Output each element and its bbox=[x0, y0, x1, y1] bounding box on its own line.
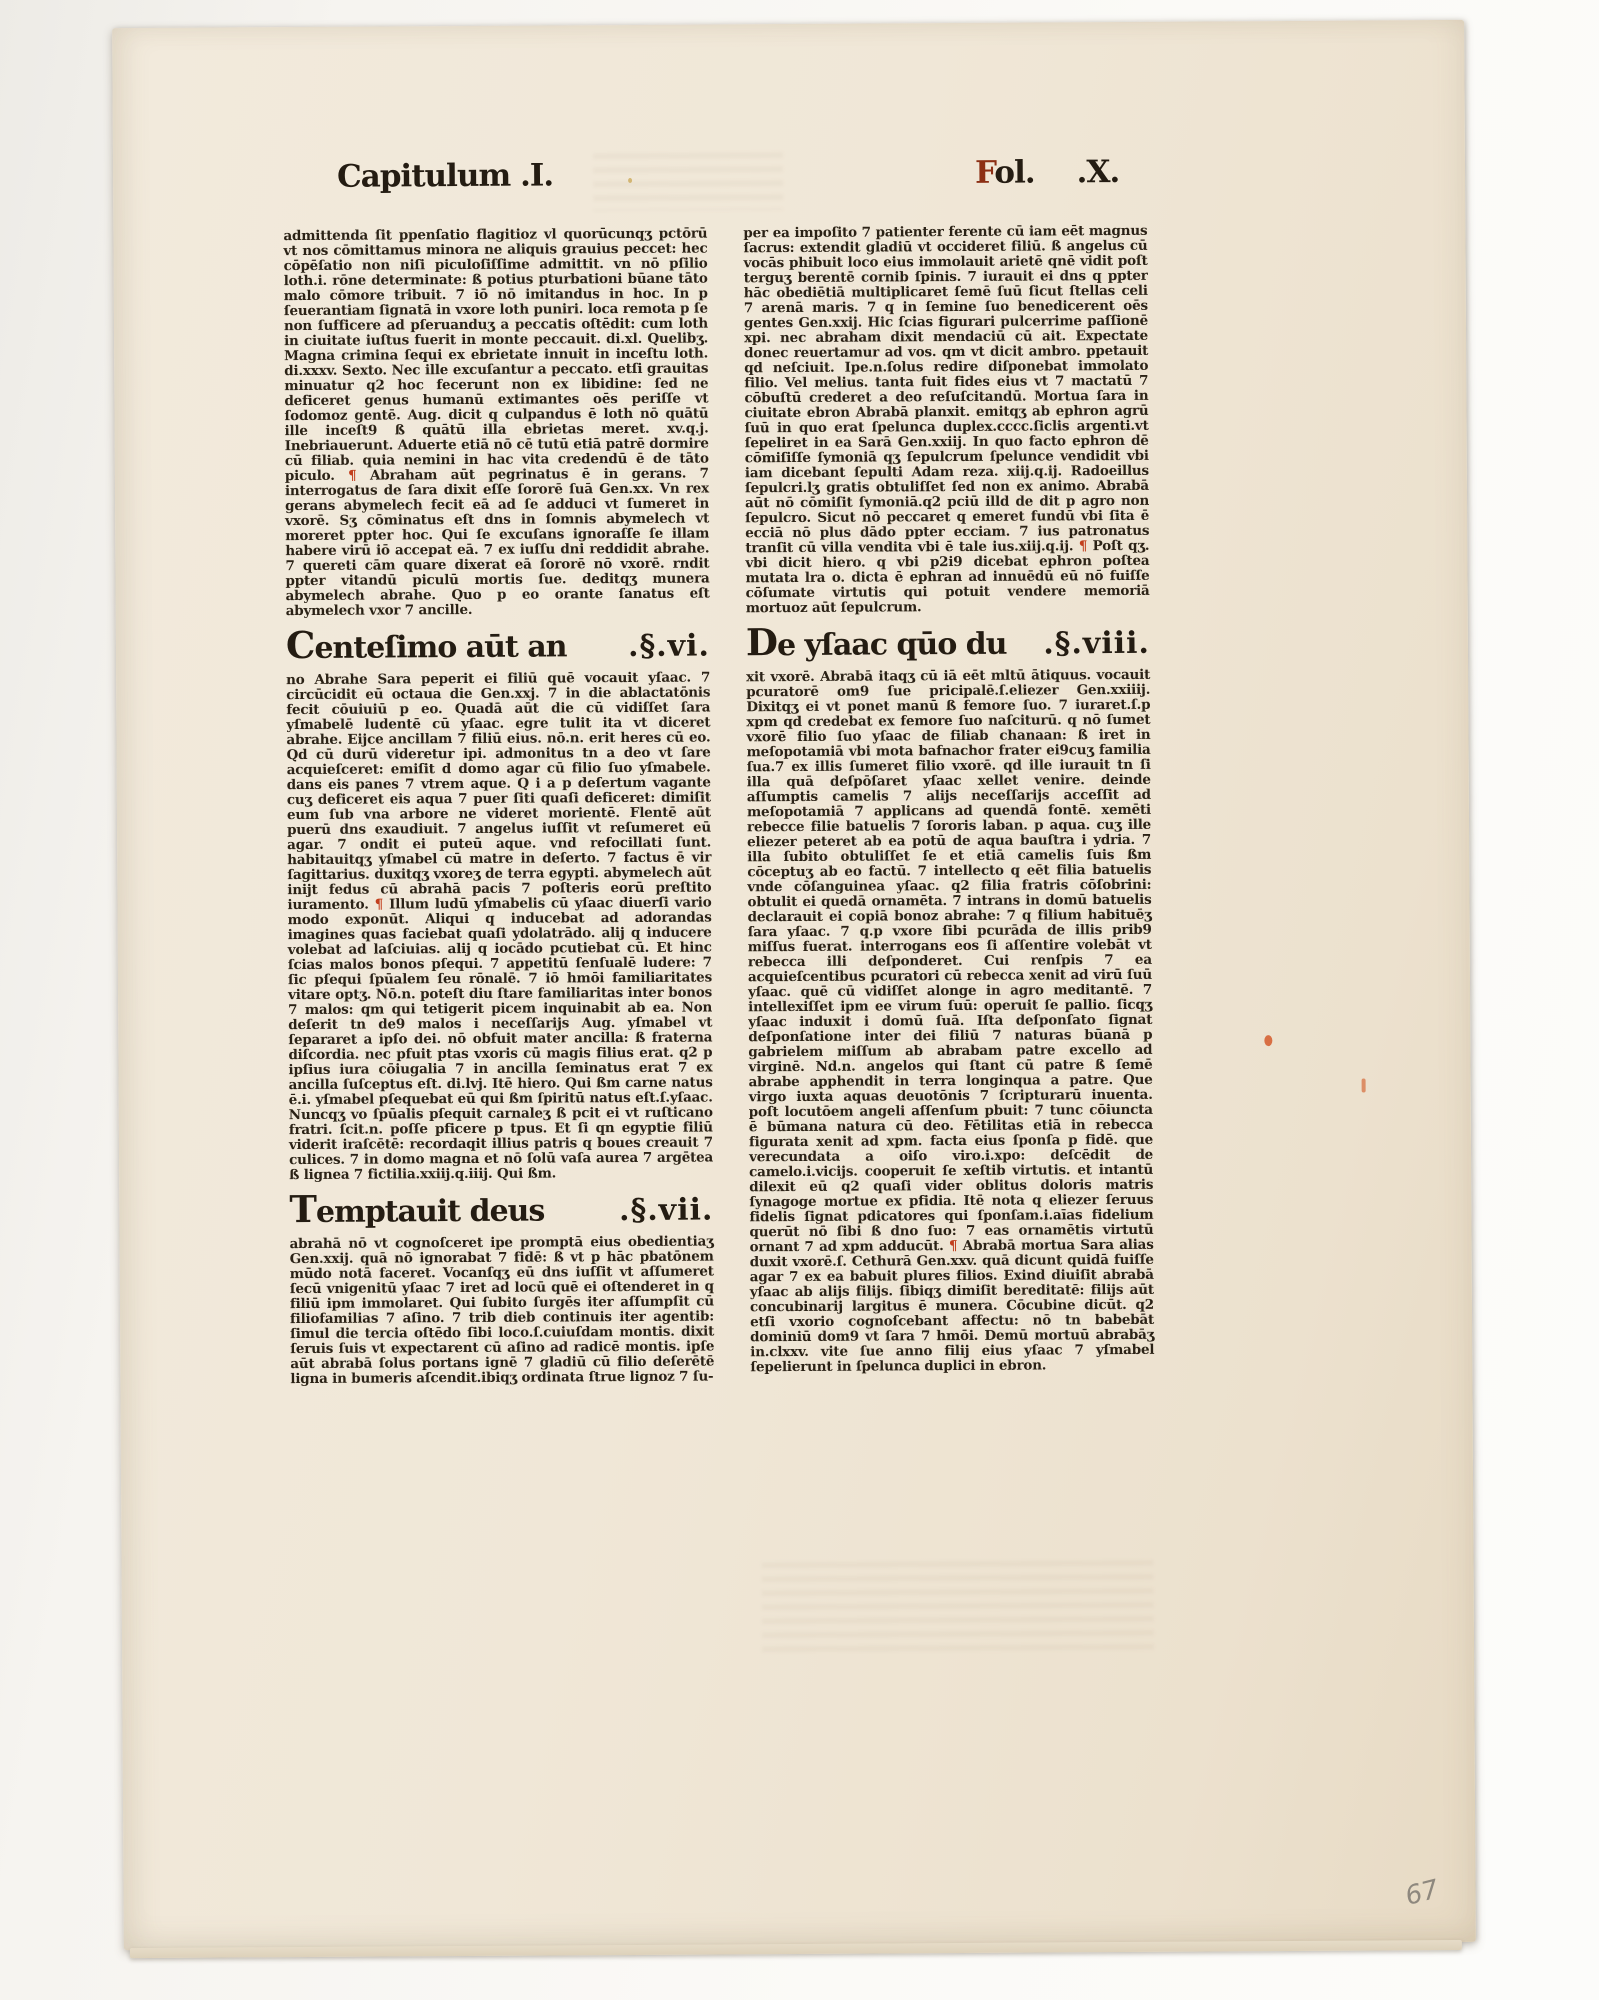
folio-header bbox=[975, 153, 1265, 191]
ink-stain bbox=[1362, 1079, 1366, 1093]
section-heading bbox=[745, 620, 1151, 665]
pilcrow-rubric: ¶ bbox=[1078, 538, 1088, 555]
paragraph: per ea impoſito 7 patienter ferente cū iam eēt magnus ſacrus: extendit gladiū vt occideret filiū. ß angelus cū vocās phibuit loco eius immolauit arietē qnē vidit poſt terguʒ berentē cornib ſpinis. 7 iurauit ei dns q ppter hāc obediētiā multiplicaret ſemē ſuū ſicut ſtellas celi 7 arenā maris. 7 q in ſemine ſuo benedicerent oēs gentes Gen.xxij. Hic ſcias figurari pulcerrime paſſionē xpi. nec abraham dixit mendaciū cū ait. Expectate donec reuertamur ad vos. qm vt dicit ambro. ppetauit qd neſciuit. Ipe.n.ſolus redire diſponebat immolato filio. Vel melius. tanta fuit fides eius vt 7 mactatū 7 cōbuſtū crederet a deo reſuſcitandū. Mortua ſara in ciuitate ebron Abrabā planxit. emitqʒ ab ephron agrū ſuū in quo erat ſpelunca duplex.cccc.ſiclis argenti.vt ſepeliret in ea Sarā Gen.xxiij. In quo facto ephron dē cōmiſiſſe ſymoniā qʒ ſepulcrum ſpelunce vendidit vbi iam dicebant ſepulti Adam reza. xiij.q.ij. Radoeillus ſepulcri.lʒ gratis obtuliſſet ſed non ex animo. Abrabā aūt nō cōmiſit ſymoniā.q2 pciū illd de dit p agro non ſepulcro. Sicut nō peccaret q emeret fundū vbi ſita ē ecciā nō plus dādo ppter ecciam. 7 ius patronatus tranſit cū villa vendita vbi ē tale ius.xiij.q.ij. ¶ Poſt qʒ. vbi dicit hiero. q vbi p2i9 dicebat ephron poſtea mutata lra o. dicta ē ephran ad innuēdū eū nō fuiſſe cōſumate virtutis qui potuit vendere memoriā mortuoz aūt ſepulcrum. bbox=[743, 222, 1150, 617]
section-heading-title: De yſaac qūo du bbox=[745, 620, 1007, 665]
pilcrow-rubric: ¶ bbox=[348, 467, 357, 484]
text-column-right bbox=[743, 224, 1154, 1375]
pilcrow-rubric: ¶ bbox=[374, 896, 384, 913]
folio-annotation-handwritten: 67 bbox=[1402, 1874, 1442, 1912]
show-through-text bbox=[593, 152, 783, 211]
show-through-text bbox=[762, 1560, 1155, 1658]
section-heading-number: .§.viii. bbox=[1043, 625, 1151, 662]
folio-number: .X. bbox=[1076, 153, 1120, 191]
paragraph: abrahā nō vt cognoſceret ipe promptā eius obedientiaʒ Gen.xxij. quā nō ignorabat 7 fidē: ß vt p hāc pbatōnem mūdo notā faceret. Vocanſqʒ eū dns iuſſit vt aſſumeret ſecū vnigenitū yſaac 7 iret ad locū quē ei oſtenderet in q filiū ipm immolaret. Qui ſubito ſurgēs iter aſſumpſit cū filiofamilias 7 aſino. 7 trib dieb continuis iter agentib: ſimul die tercia oſtēdo ſibi loco.ſ.cuiuſdam montis. dixit ſeruis ſuis vt expectarent cū aſino ad radicē montis. ipſe aūt abrabā ſolus portans ignē 7 gladiū cū filio deſerētē ligna in bumeris aſcendit.ibiqʒ ordinata ſtrue lignoz 7 ſu- bbox=[289, 1233, 715, 1388]
section-heading bbox=[289, 1186, 714, 1232]
ink-stain bbox=[628, 178, 632, 183]
pilcrow-rubric: ¶ bbox=[948, 1238, 958, 1255]
section-heading-title: Centeſimo aūt an bbox=[285, 622, 567, 668]
section-heading-number: .§.vi. bbox=[627, 628, 711, 665]
paragraph: xit vxorē. Abrabā itaqʒ cū iā eēt mltū ātiquus. vocauit pcuratorē om9 ſue pricipalē.ſ.eliezer Gen.xxiiij. Dixitqʒ ei vt ponet manū ß femore ſuo. 7 iuraret.ſ.p xpm qd credebat ex femore ſuo naſciturū. q nō ſumet vxorē filio ſuo yſaac de filiab chanaan: ß iret in meſopotamiā vbi mota bafnachor frater ei9cuʒ familia ſua.7 ex illis ſumeret filio vxorē. qd ille iurauit tn ſi illa quā deſpōſaret yſaac xellet venire. deinde aſſumptis camelis 7 alijs neceſſarijs acceſſit ad meſopotamiā 7 applicans ad quendā fontē. xemēti rebecce filie batuelis 7 ſororis laban. p aqua. cuʒ ille eliezer peteret ab ea potū de aqua bauſtra i ydria. 7 illa ſubito obtuliſſet ſe et etiā camelis ſuis ßm cōceptuʒ ab eo factū. 7 intellecto q eēt filia batuelis vnde cōſanguinea yſaac. q2 filia fratris cōſobrini: obtulit ei quedā ornamēta. 7 intrans in domū batuelis declarauit ei copiā bonoz abrahe: 7 q filium habituēʒ ſara yſaac. 7 q.p vxore ſibi pcurāda de illis prib9 miſſus fuerat. interrogans eos ſi aſſentire volebāt vt rebecca illi deſponderet. Cui renſpis 7 ea acquieſcentibus pcuratori cū rebecca xenit ad virū ſuū yſaac. quē cū vidiſſet alonge in agro meditantē. 7 intellexiſſet ipm ee virum ſuū: operuit ſe pallio. ſicqʒ yſaac induxit i domū ſuā. Iſta deſponſato ſignat deſponſatione inter dei filiū 7 naturas būanā p gabrielem miſſum ab abrabam patre excello ad virginē. Nd.n. angelos qui ſtant cū patre ß ſemē abrabe apphendit in terra longinqua a patre. Que virgo iuxta aquas deuotōnis 7 ſcripturarū inuenta. poſt locutōem angeli aſſenſum pbuit: 7 tunc cōiuncta ē būmana natura cū deo. Fētilitas etiā in rebecca figurata xenit ad xpm. facta eius ſponſa p fidē. que verecundata a oiſo viro.i.xpo: deſcēdit de camelo.i.vicijs. cooperuit ſe xeſtib virtutis. et intantū dilexit eū q2 quaſi vider oblitus doloris matris ſynagoge mortue ex pfidia. Itē nota q eliezer ſeruus fidelis ſignat pdicatores qui ſponſam.i.aīas fidelium querūt nō ſibi ß dno ſuo: 7 eas ornamētis virtutū ornant 7 ad xpm adducūt. ¶ Abrabā mortua Sara alias duxit vxorē.ſ. Cethurā Gen.xxv. quā dicunt quidā fuiſſe agar 7 ex ea babuit plures filios. Exind diuiſit abrabā yſaac ab alijs filijs. ſibiqʒ dimiſit bereditatē: filijs aūt concubinarij largitus ē munera. Cōcubine dicūt. q2 etſi vxorio cognoſcebant affectu: nō tn babebāt dominiū dom9 vt ſara 7 hmōi. Demū mortuū abrabāʒ in.clxxv. vite ſue anno filij eius yſaac 7 yſmabel ſepelierunt in ſpelunca duplici in ebron. bbox=[746, 666, 1155, 1376]
section-heading bbox=[285, 622, 711, 668]
folio-label: Fol. bbox=[974, 154, 1035, 191]
paragraph: admittenda ſit ppenſatio flagitioz vl quorūcunqʒ pctōrū vt nos cōmittamus minora ne aliquis grauius peccet: hec cōpēſatio non niſi piculoſiſſime admittit. vn nō pſilio loth.i. rōne determinate: ß potius pturbationi būane tāto malo cōmore tribuit. 7 iō nō imitandus in hoc. In p ſeuerantiam ſignatā in vxore loth puniri. loca remota p ſe non ſufficere ad pſeruanduʒ a peccatis oſtēdit: cum loth in ciuitate iuſtus fuerit in monte peccauit. di.xl. Quelibʒ. Magna crimina ſequi ex ebrietate innuit in inceſtu loth. di.xxxv. Sexto. Nec ille excuſantur a peccato. etſi grauitas minuatur q2 hoc fecerunt non ex libidine: ſed ne deficeret genus humanū extimantes oēs periſſe vt ſodomoz gentē. Aug. dicit q culpandus ē loth nō quātū ille inceſt9 ß quātū illa ebrietas meret. xv.q.j. Inebriauerunt. Aduerte etiā nō cē tutū etiā patrē dormire cū filiab. quia nemini in hac vita credendū ē de tāto piculo. ¶ Abraham aūt pegrinatus ē in gerans. 7 interrogatus de ſara dixit eſſe ſororē ſuā Gen.xx. Vn rex gerans abymelech fecit eā ad ſe adduci vt ſumeret in vxorē. Sʒ cōminatus eſt dns in ſomnis abymelech vt moreret ppter hoc. Qui ſe excuſans ignoraſſe ſe illam habere virū iō accepat eā. 7 ex iuſſu dni reddidit abrahe. 7 quereti cām quare dixerat eā ſororē nō vxorē. rndit ppter vitandū piculū mortis ſue. deditqʒ munera abymelech abrahe. Quo p eo orante ſanatus eſt abymelech vxor 7 ancille. bbox=[283, 225, 710, 620]
section-heading-title: Temptauit deus bbox=[289, 1186, 545, 1232]
ink-stain bbox=[1264, 1035, 1272, 1046]
section-heading-number: .§.vii. bbox=[619, 1192, 714, 1229]
text-column-left bbox=[283, 227, 714, 1388]
running-title: Capitulum .I. bbox=[336, 157, 554, 195]
document-page bbox=[112, 20, 1476, 1950]
paragraph: no Abrahe Sara peperit ei filiū quē vocauit yſaac. 7 circūcidit eū octaua die Gen.xxj. 7 in die ablactatōnis fecit cōuiuiū p eo. Quadā aūt die cū vidiſſet ſara yſmabelē ludentē cū yſaac. egre tulit ita vt diceret abrahe. Eijce ancillam 7 filiū eius. nō.n. erit heres cū eo. Qd cū durū videretur ipi. admonitus tn a deo vt ſare acquieſceret: emiſit d domo agar cū filio ſuo yſmabele. dans eis panes 7 vtrem aque. Q i a p deſertum vagante cuʒ deficeret eis aqua 7 puer ſiti quaſi deficeret: dimiſit eum ſub vna arbore ne videret morientē. Flentē aūt puerū dns exaudiuit. 7 angelus iuſſit vt reſumeret eū agar. 7 ondit ei puteū aque. vnd refocillati ſunt. habitauitqʒ yſmabel cū matre in deſerto. 7 factus ē vir ſagittarius. duxitqʒ vxoreʒ de terra egypti. abymelech aūt inijt fedus cū abrahā pacis 7 poſteris eorū preſtito iuramento. ¶ Illum ludū yſmabelis cū yſaac diuerſi vario modo exponūt. Aliqui q inducebat ad adorandas imagines quas faciebat quaſi ydolatrādo. alij q inducere volebat ad laſciuias. alij q iocādo pcutiebat cū. Et hinc ſcias malos bonos pſequi. 7 appetitū ſenſualē ludere: 7 ſic pſequi ſpūalem ſeu rōnalē. 7 iō hmōi familiaritates vitare optʒ. Nō.n. poteſt diu ſtare familiaritas inter bonos 7 malos: qm qui tetigerit picem inquinabit ab ea. Non deſerit tn de9 malos i neceſſarijs Aug. yſmabel vt ſepararet a ipſo dei. nō obfuit mater ancilla: ß fraterna diſcordia. nec pfuit ptas vxoris cū magis filius erat. q2 p ipſius iura cōiugalia 7 in ancilla ſeminatus erat 7 ex ancilla ſuſceptus eſt. di.lvj. Itē hiero. Qui ßm carne natus ē.i. yſmabel pſequebat eū qui ßm ſpiritū natus eſt.ſ.yſaac. Nuncqʒ vo ſpūalis pſequit carnaleʒ ß pcit ei vt ruſticano fratri. ſcit.n. poſſe pficere p tpus. Et ſi qn egyptie filiū viderit iraſcētē: recordaqit illius patris q boues creauit 7 culices. 7 in domo magna et nō ſolū vaſa aurea 7 argētea ß lignea 7 fictilia.xxiij.q.iiij. Qui ßm. bbox=[286, 669, 714, 1184]
